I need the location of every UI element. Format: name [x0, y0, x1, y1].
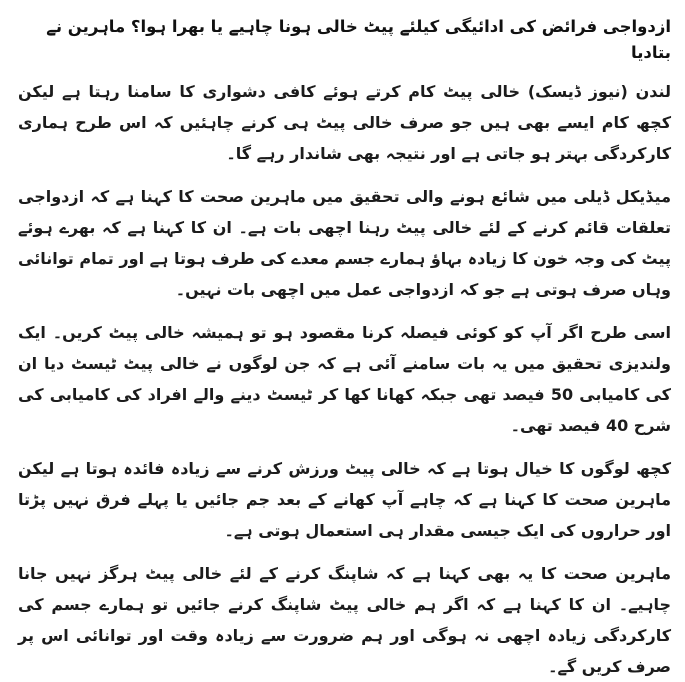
- article-paragraph: کچھ لوگوں کا خیال ہوتا ہے کہ خالی پیٹ ورزش کرنے سے زیادہ فائدہ ہوتا ہے لیکن ماہرین صحت کا کہنا ہے کہ چاہے آپ کھانے کے بعد جم جائیں یا پہلے فرق نہیں پڑتا اور حراروں کی ایک جیسی مقدار ہی استعمال ہوتی ہے۔: [18, 459, 671, 540]
- article-headline: ازدواجی فرائض کی ادائیگی کیلئے پیٹ خالی ہونا چاہیے یا بھرا ہوا؟ ماہرین نے بتادیا: [46, 17, 671, 62]
- article-paragraph: لندن (نیوز ڈیسک) خالی پیٹ کام کرتے ہوئے کافی دشواری کا سامنا رہتا ہے لیکن کچھ کام ایسے بھی ہیں جو صرف خالی پیٹ ہی کرنے چاہئیں کہ اس طرح ہماری کارکردگی بہتر ہو جاتی ہے اور نتیجہ بھی شاندار رہے گا۔: [18, 82, 671, 163]
- article-paragraph: اسی طرح اگر آپ کو کوئی فیصلہ کرنا مقصود ہو تو ہمیشہ خالی پیٹ کریں۔ ایک ولندیزی تحقیق میں یہ بات سامنے آئی ہے کہ جن لوگوں نے خالی پیٹ ٹیسٹ دیا ان کی کامیابی 50 فیصد تھی جبکہ کھانا کھا کر ٹیسٹ دینے والے افراد کی کامیابی کی شرح 40 فیصد تھی۔: [18, 323, 671, 435]
- article-paragraph: میڈیکل ڈیلی میں شائع ہونے والی تحقیق میں ماہرین صحت کا کہنا ہے کہ ازدواجی تعلقات قائم کرنے کے لئے خالی پیٹ رہنا اچھی بات ہے۔ ان کا کہنا ہے کہ بھرے ہوئے پیٹ کی وجہ خون کا زیادہ بہاؤ ہمارے جسم معدے کی طرف ہوتا ہے اور تمام توانائی وہاں صرف ہوتی ہے جو کہ ازدواجی عمل میں اچھی بات نہیں۔: [18, 187, 671, 299]
- article-paragraph: ماہرین صحت کا یہ بھی کہنا ہے کہ شاپنگ کرنے کے لئے خالی پیٹ ہرگز نہیں جانا چاہیے۔ ان کا کہنا ہے کہ اگر ہم خالی پیٹ شاپنگ کرنے جائیں تو ہمارے جسم کی کارکردگی زیادہ اچھی نہ ہوگی اور ہم ضرورت سے زیادہ وقت اور توانائی اس پر صرف کریں گے۔: [18, 564, 671, 676]
